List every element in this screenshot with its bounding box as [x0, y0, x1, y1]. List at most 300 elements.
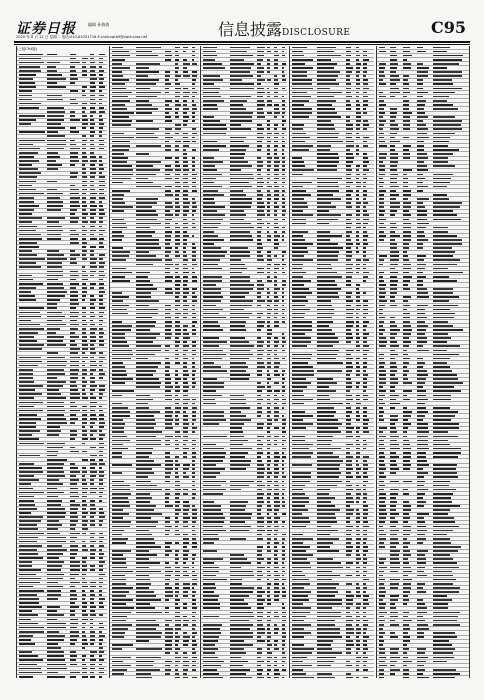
- table-cell: [282, 288, 284, 290]
- table-cell: [70, 623, 78, 625]
- table-cell: [112, 595, 126, 597]
- table-cell: [203, 358, 222, 360]
- table-cell: [165, 137, 173, 139]
- table-cell: [257, 350, 264, 352]
- table-cell: [165, 186, 172, 188]
- table-cell: [346, 673, 351, 675]
- table-cell: [356, 542, 360, 544]
- table-cell: [47, 95, 62, 97]
- table-cell: [203, 472, 220, 474]
- table-cell: [363, 481, 368, 483]
- table-cell: [292, 284, 304, 286]
- table-cell: [230, 325, 245, 327]
- table-cell: [282, 198, 285, 200]
- table-cell: [90, 623, 93, 625]
- table-cell: [112, 341, 127, 343]
- table-cell: [267, 276, 270, 278]
- table-cell: [19, 90, 32, 92]
- table-cell: [19, 397, 34, 399]
- table-cell: [19, 627, 44, 629]
- table-cell: [112, 83, 125, 85]
- table-cell: [346, 100, 350, 102]
- table-cell: [317, 300, 331, 302]
- table-cell: [70, 213, 75, 215]
- table-cell: [192, 403, 195, 405]
- table-cell: [356, 145, 359, 147]
- table-cell: [99, 86, 105, 88]
- table-cell: [356, 382, 360, 384]
- table-cell: [82, 426, 85, 428]
- table-cell: [47, 328, 60, 330]
- table-cell: [82, 545, 86, 547]
- table-cell: [346, 415, 350, 417]
- table-cell: [90, 340, 96, 342]
- table-cell: [136, 67, 149, 69]
- table-cell: [183, 607, 187, 609]
- table-cell: [274, 206, 279, 208]
- table-cell: [192, 313, 196, 315]
- table-cell: [267, 386, 271, 388]
- editor-credit: 编辑 孙倩倩: [88, 22, 110, 27]
- table-cell: [165, 669, 171, 671]
- table-cell: [175, 579, 179, 581]
- table-cell: [356, 350, 360, 352]
- table-cell: [99, 217, 103, 219]
- table-cell: [267, 562, 271, 564]
- table-cell: [112, 612, 131, 614]
- table-cell: [183, 198, 188, 200]
- table-cell: [99, 185, 105, 187]
- table-cell: [70, 316, 78, 318]
- table-cell: [70, 299, 78, 301]
- table-cell: [203, 325, 220, 327]
- table-cell: [136, 521, 158, 523]
- table-cell: [70, 565, 80, 567]
- table-cell: [274, 472, 279, 474]
- table-cell: [292, 632, 311, 634]
- table-cell: [203, 644, 215, 646]
- table-cell: [19, 418, 41, 420]
- table-cell: [257, 452, 263, 454]
- table-cell: [99, 553, 104, 555]
- table-cell: [136, 550, 149, 552]
- table-cell: [175, 628, 181, 630]
- table-cell: [183, 268, 188, 270]
- table-cell: [346, 395, 352, 397]
- table-cell: [47, 168, 58, 170]
- table-cell: [70, 598, 77, 600]
- table-cell: [90, 594, 95, 596]
- table-cell: [183, 153, 187, 155]
- table-cell: [90, 258, 97, 260]
- table-cell: [257, 509, 261, 511]
- table-cell: [203, 579, 227, 581]
- table-cell: [292, 399, 313, 401]
- table-cell: [192, 296, 197, 298]
- table-cell: [274, 452, 279, 454]
- table-cell: [183, 616, 187, 618]
- table-cell: [356, 186, 361, 188]
- table-cell: [183, 219, 187, 221]
- table-column-1: [16, 46, 107, 678]
- table-cell: [47, 307, 57, 309]
- table-cell: [175, 509, 181, 511]
- table-cell: [230, 96, 251, 98]
- table-cell: [175, 595, 178, 597]
- table-cell: [267, 268, 270, 270]
- table-cell: [282, 427, 285, 429]
- table-cell: [192, 345, 196, 347]
- table-cell: [47, 426, 60, 428]
- table-cell: [136, 108, 158, 110]
- table-cell: [363, 313, 368, 315]
- table-cell: [183, 390, 188, 392]
- table-cell: [292, 149, 309, 151]
- table-cell: [317, 612, 341, 614]
- table-cell: [136, 612, 162, 614]
- table-cell: [82, 135, 86, 137]
- table-cell: [99, 336, 103, 338]
- table-cell: [257, 239, 261, 241]
- table-cell: [203, 403, 216, 405]
- table-cell: [47, 406, 64, 408]
- table-cell: [292, 591, 311, 593]
- table-cell: [274, 161, 280, 163]
- table-cell: [183, 116, 189, 118]
- table-cell: [70, 271, 78, 273]
- table-cell: [47, 201, 63, 203]
- table-cell: [274, 526, 279, 528]
- table-cell: [363, 632, 366, 634]
- table-cell: [183, 444, 186, 446]
- table-cell: [257, 47, 265, 49]
- table-cell: [363, 137, 369, 139]
- table-cell: [317, 198, 341, 200]
- table-cell: [112, 239, 122, 241]
- table-cell: [292, 251, 308, 253]
- table-cell: [183, 526, 188, 528]
- table-cell: [346, 366, 353, 368]
- table-cell: [356, 178, 359, 180]
- table-cell: [192, 178, 196, 180]
- table-cell: [230, 116, 252, 118]
- table-cell: [47, 385, 63, 387]
- table-cell: [47, 99, 63, 101]
- table-cell: [346, 509, 354, 511]
- table-cell: [19, 99, 32, 101]
- table-cell: [257, 476, 264, 478]
- table-cell: [82, 103, 87, 105]
- table-cell: [356, 55, 360, 57]
- table-cell: [292, 325, 312, 327]
- table-cell: [363, 460, 367, 462]
- table-cell: [90, 524, 95, 526]
- table-cell: [175, 280, 181, 282]
- table-cell: [292, 517, 309, 519]
- table-cell: [267, 280, 272, 282]
- table-cell: [175, 247, 178, 249]
- table-cell: [257, 124, 262, 126]
- table-cell: [317, 165, 337, 167]
- table-cell: [165, 165, 171, 167]
- table-cell: [70, 508, 78, 510]
- table-cell: [19, 438, 39, 440]
- table-cell: [70, 672, 80, 674]
- holdings-table: [110, 46, 199, 678]
- table-cell: [274, 214, 277, 216]
- table-cell: [19, 512, 31, 514]
- table-cell: [136, 575, 149, 577]
- table-cell: [136, 333, 160, 335]
- table-cell: [282, 571, 285, 573]
- table-cell: [136, 276, 148, 278]
- table-cell: [317, 513, 335, 515]
- table-cell: [346, 567, 350, 569]
- table-cell: [292, 603, 303, 605]
- table-cell: [70, 361, 79, 363]
- table-cell: [267, 100, 272, 102]
- table-cell: [356, 640, 360, 642]
- table-cell: [292, 296, 306, 298]
- table-cell: [356, 116, 361, 118]
- table-cell: [47, 578, 63, 580]
- table-cell: [165, 362, 170, 364]
- table-cell: [363, 63, 367, 65]
- table-cell: [165, 468, 173, 470]
- table-cell: [19, 393, 42, 395]
- table-cell: [136, 341, 153, 343]
- table-cell: [19, 185, 32, 187]
- table-cell: [47, 156, 60, 158]
- table-cell: [346, 259, 351, 261]
- table-cell: [282, 554, 285, 556]
- table-cell: [112, 104, 125, 106]
- table-cell: [90, 377, 95, 379]
- table-cell: [165, 206, 173, 208]
- table-cell: [183, 51, 186, 53]
- table-cell: [165, 157, 172, 159]
- table-cell: [99, 569, 103, 571]
- table-cell: [175, 112, 178, 114]
- table-cell: [90, 230, 96, 232]
- table-cell: [292, 67, 313, 69]
- table-cell: [90, 254, 94, 256]
- table-cell: [363, 178, 367, 180]
- table-cell: [165, 333, 172, 335]
- table-cell: [257, 497, 263, 499]
- table-cell: [317, 624, 335, 626]
- table-cell: [317, 411, 336, 413]
- table-cell: [192, 305, 195, 307]
- table-cell: [192, 399, 196, 401]
- table-cell: [165, 169, 173, 171]
- table-cell: [292, 575, 305, 577]
- table-cell: [192, 607, 197, 609]
- table-cell: [82, 344, 88, 346]
- table-cell: [136, 579, 150, 581]
- table-cell: [346, 476, 353, 478]
- table-cell: [47, 291, 67, 293]
- table-cell: [99, 455, 103, 457]
- table-cell: [257, 436, 264, 438]
- table-cell: [70, 303, 79, 305]
- table-cell: [363, 268, 366, 270]
- table-cell: [19, 250, 32, 252]
- table-cell: [230, 395, 244, 397]
- table-cell: [183, 632, 187, 634]
- table-cell: [363, 464, 368, 466]
- table-cell: [257, 145, 262, 147]
- table-cell: [99, 361, 103, 363]
- table-cell: [257, 648, 262, 650]
- table-cell: [257, 677, 264, 678]
- table-cell: [317, 501, 331, 503]
- table-cell: [203, 628, 220, 630]
- table-cell: [70, 492, 78, 494]
- table-cell: [363, 206, 366, 208]
- table-cell: [82, 230, 87, 232]
- table-cell: [317, 157, 339, 159]
- table-cell: [346, 616, 352, 618]
- table-cell: [99, 471, 104, 473]
- table-cell: [282, 505, 285, 507]
- table-cell: [292, 96, 311, 98]
- table-cell: [292, 264, 303, 266]
- table-cell: [292, 464, 312, 466]
- table-cell: [183, 407, 188, 409]
- table-cell: [183, 108, 189, 110]
- table-cell: [282, 562, 284, 564]
- table-cell: [203, 489, 226, 491]
- table-cell: [175, 214, 179, 216]
- table-cell: [282, 472, 284, 474]
- table-cell: [192, 251, 196, 253]
- table-cell: [363, 575, 366, 577]
- table-cell: [136, 493, 150, 495]
- table-cell: [292, 354, 312, 356]
- table-cell: [82, 459, 88, 461]
- table-cell: [292, 247, 307, 249]
- table-cell: [192, 587, 194, 589]
- table-cell: [19, 62, 44, 64]
- table-cell: [90, 643, 94, 645]
- table-cell: [356, 427, 360, 429]
- table-cell: [317, 67, 334, 69]
- table-cell: [70, 287, 76, 289]
- table-cell: [267, 370, 269, 372]
- table-cell: [90, 479, 94, 481]
- table-cell: [192, 374, 195, 376]
- table-cell: [267, 104, 272, 106]
- table-cell: [165, 497, 169, 499]
- table-cell: [346, 231, 352, 233]
- table-cell: [19, 266, 41, 268]
- table-cell: [112, 591, 129, 593]
- table-cell: [267, 448, 270, 450]
- table-cell: [203, 264, 218, 266]
- table-cell: [175, 460, 178, 462]
- table-cell: [112, 227, 127, 229]
- table-cell: [112, 145, 130, 147]
- table-cell: [292, 673, 306, 675]
- table-cell: [274, 530, 278, 532]
- table-cell: [136, 63, 160, 65]
- table-cell: [112, 452, 122, 454]
- table-cell: [356, 243, 360, 245]
- table-cell: [90, 189, 95, 191]
- table-cell: [47, 164, 62, 166]
- table-cell: [317, 468, 339, 470]
- table-cell: [90, 549, 96, 551]
- table-cell: [90, 610, 95, 612]
- table-cell: [112, 509, 123, 511]
- table-cell: [90, 672, 94, 674]
- table-cell: [82, 647, 85, 649]
- table-cell: [165, 648, 172, 650]
- table-cell: [165, 476, 170, 478]
- table-cell: [282, 558, 285, 560]
- table-cell: [175, 206, 180, 208]
- table-cell: [282, 292, 284, 294]
- table-cell: [267, 149, 270, 151]
- table-cell: [203, 538, 219, 540]
- table-cell: [82, 127, 86, 129]
- table-cell: [274, 612, 278, 614]
- table-cell: [356, 96, 359, 98]
- table-cell: [346, 75, 350, 77]
- table-cell: [230, 415, 246, 417]
- table-cell: [165, 214, 173, 216]
- table-cell: [274, 468, 279, 470]
- table-cell: [203, 464, 216, 466]
- table-cell: [70, 438, 75, 440]
- table-cell: [19, 414, 37, 416]
- table-cell: [19, 279, 33, 281]
- table-cell: [267, 59, 270, 61]
- section-title: [218, 17, 350, 40]
- table-cell: [47, 332, 56, 334]
- table-cell: [356, 677, 359, 678]
- table-cell: [203, 67, 225, 69]
- table-cell: [47, 344, 66, 346]
- table-cell: [99, 344, 104, 346]
- table-cell: [192, 157, 195, 159]
- table-cell: [19, 193, 44, 195]
- table-cell: [99, 414, 104, 416]
- table-cell: [136, 489, 162, 491]
- table-cell: [203, 386, 224, 388]
- table-cell: [175, 124, 181, 126]
- table-cell: [136, 169, 160, 171]
- table-cell: [70, 610, 75, 612]
- table-cell: [136, 636, 161, 638]
- table-cell: [112, 587, 133, 589]
- table-cell: [203, 145, 226, 147]
- table-column-2: [109, 46, 199, 678]
- table-cell: [282, 652, 285, 654]
- table-cell: [363, 603, 369, 605]
- table-cell: [175, 616, 180, 618]
- table-cell: [257, 456, 261, 458]
- table-cell: [136, 243, 159, 245]
- table-cell: [363, 124, 369, 126]
- table-cell: [90, 82, 95, 84]
- table-cell: [292, 100, 309, 102]
- table-cell: [356, 235, 359, 237]
- table-cell: [292, 636, 304, 638]
- table-cell: [203, 444, 216, 446]
- table-cell: [230, 186, 252, 188]
